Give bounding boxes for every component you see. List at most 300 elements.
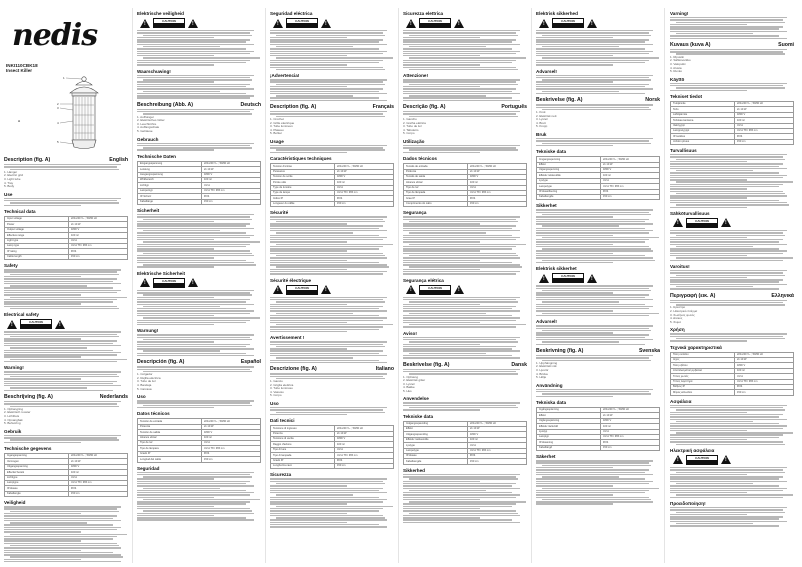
text-line: [270, 515, 383, 516]
caution-title: CAUTION: [287, 19, 317, 23]
parts-list-item: 2. Griglia elettrica: [270, 382, 294, 387]
caution-subtitle-bar: [553, 278, 583, 282]
warning-triangle-icon: [55, 320, 65, 329]
technical-data-table: [536, 156, 660, 200]
text-line: [276, 412, 385, 413]
caution-title: CAUTION: [553, 274, 583, 278]
spec-name: Teho: [671, 107, 735, 112]
text-line: [676, 193, 785, 194]
text-line: [536, 396, 613, 397]
subsection-heading: Sicurezza elettrica: [403, 11, 444, 16]
text-line: [403, 522, 520, 523]
spec-value: IP24: [467, 196, 526, 201]
spec-value: 1800 V: [68, 464, 127, 469]
text-line: [536, 230, 653, 231]
caution-label: [552, 273, 584, 283]
caution-banner: [539, 273, 660, 283]
text-line: [10, 511, 119, 512]
text-line: [276, 313, 353, 314]
text-line: [676, 494, 793, 495]
text-line: [676, 472, 785, 473]
spec-name: Effektiv rekkevidde: [537, 173, 601, 178]
text-line: [536, 472, 645, 473]
spec-value: 220-240 V~ ; 50/60 Hz: [600, 408, 659, 413]
spec-name: Alcance eficaz: [138, 435, 202, 440]
text-line: [4, 442, 81, 443]
text-line: [536, 485, 613, 486]
text-line: [670, 467, 787, 468]
text-line: [670, 437, 779, 438]
paragraph-block: [270, 145, 394, 153]
parts-list-item: 1. Crochet: [270, 116, 284, 121]
text-line: [270, 37, 347, 38]
text-line: [137, 239, 214, 240]
parts-list-item: 2. Rejilla eléctrica: [137, 375, 161, 380]
parts-list-item: 4. Δίσκος: [670, 316, 683, 321]
paragraph-block: [670, 467, 794, 498]
spec-name: Ingångsspänning: [537, 408, 601, 413]
section-heading: [403, 104, 527, 110]
text-line: [670, 272, 783, 273]
caution-banner: [273, 18, 394, 28]
caution-subtitle-bar: [21, 324, 51, 328]
parts-list-item: 1. Άγκιστρο: [670, 305, 686, 310]
section-heading: [137, 359, 261, 365]
spec-name: Lampentyp: [138, 188, 202, 193]
caution-subtitle-bar: [420, 23, 450, 27]
section-title: Beskrivelse (fig. A): [536, 97, 583, 104]
text-line: [143, 294, 252, 295]
spec-name: Comprimento do cabo: [404, 201, 468, 206]
text-line: [536, 228, 645, 229]
parts-list-item: 5. Hus: [403, 388, 412, 393]
text-line: [4, 301, 113, 302]
text-line: [143, 499, 260, 500]
text-line: [536, 462, 649, 463]
text-line: [403, 223, 480, 224]
caution-banner: [406, 18, 527, 28]
text-line: [676, 257, 793, 258]
spec-name: Tension d'entrée: [271, 164, 335, 169]
subsection-heading: Attenzione!: [403, 73, 429, 79]
text-line: [403, 355, 512, 356]
subsection-heading: Advarsel!: [536, 68, 557, 74]
paragraph-block: [670, 507, 794, 527]
text-line: [4, 518, 113, 519]
text-line: [270, 315, 379, 316]
text-line: [4, 543, 117, 544]
parts-list: [670, 306, 794, 324]
text-line: [409, 313, 486, 314]
warning-triangle-icon: [321, 285, 331, 294]
text-line: [403, 350, 520, 351]
text-line: [4, 271, 117, 272]
text-line: [403, 492, 512, 493]
subsection-heading: Advarsel!: [536, 319, 557, 325]
spec-value: 150 cm: [201, 199, 260, 204]
table-row: [5, 491, 128, 496]
table-row: [271, 201, 394, 206]
text-line: [143, 241, 260, 242]
spec-value: 1800 V: [201, 172, 260, 177]
text-line: [270, 490, 379, 491]
brand-logo: nedis: [12, 18, 98, 53]
text-line: [403, 39, 516, 40]
subsection-heading: Elektrisk sikkerhed: [536, 11, 578, 16]
text-line: [403, 306, 516, 307]
caution-label: [419, 285, 451, 295]
text-line: [536, 75, 653, 76]
spec-name: Tensão de saída: [404, 174, 468, 179]
text-line: [670, 288, 779, 289]
text-line: [676, 53, 785, 54]
spec-name: Tensão de entrada: [404, 164, 468, 169]
spec-value: 220-240 V~ ; 50/60 Hz: [334, 426, 393, 431]
text-line: [4, 506, 121, 507]
spec-value: 2x 10 W: [334, 431, 393, 436]
text-line: [10, 376, 119, 377]
text-line: [270, 152, 347, 153]
spec-value: UV-A: [201, 440, 260, 445]
spec-value: 1800 V: [600, 168, 659, 173]
paragraph-block: [270, 341, 394, 363]
text-line: [143, 35, 252, 36]
spec-name: Βαθμός IP: [671, 385, 735, 390]
caution-title: CAUTION: [154, 19, 184, 23]
text-line: [403, 246, 516, 247]
column-divider: [398, 8, 399, 563]
section-heading: [670, 293, 794, 299]
subsection-heading: Varning!: [670, 11, 689, 16]
spec-value: 100 m²: [600, 424, 659, 429]
text-line: [137, 301, 246, 302]
text-line: [542, 330, 651, 331]
spec-value: 100 m²: [600, 173, 659, 178]
spec-value: UV-A: [201, 183, 260, 188]
spec-value: 220-240 V~ ; 50/60 Hz: [201, 419, 260, 424]
text-line: [143, 405, 252, 406]
text-line: [4, 513, 81, 514]
paragraph-block: [403, 474, 527, 523]
spec-name: Cable length: [5, 254, 69, 259]
text-line: [403, 237, 520, 238]
subsection-heading: Safety: [4, 263, 18, 269]
text-line: [137, 143, 254, 144]
spec-name: Lichttype: [5, 475, 69, 480]
text-line: [137, 53, 250, 54]
subsection-heading: Tekniske data: [403, 413, 434, 419]
text-line: [276, 221, 385, 222]
text-line: [137, 503, 246, 504]
spec-value: 2x 10 W: [68, 459, 127, 464]
spec-value: 100 m²: [68, 470, 127, 475]
text-line: [270, 250, 347, 251]
section-title: Description (fig. A): [4, 157, 51, 163]
spec-name: Tensione di ingresso: [271, 426, 335, 431]
caution-banner: [273, 285, 394, 295]
subsection-heading: ¡Advertencia!: [270, 73, 300, 79]
spec-value: 220-240 V~ ; 50/60 Hz: [734, 352, 793, 357]
text-line: [4, 508, 117, 509]
parts-list-item: 4. Bricka: [536, 371, 548, 376]
parts-list-item: 3. Tubo de luz: [403, 124, 422, 129]
column-1: [4, 8, 128, 563]
text-line: [670, 439, 747, 440]
text-line: [137, 250, 250, 251]
text-line: [670, 188, 747, 189]
text-line: [270, 329, 379, 330]
text-line: [542, 360, 651, 361]
technical-data-table: [270, 425, 394, 469]
technical-data-table: [270, 163, 394, 207]
text-line: [536, 84, 649, 85]
text-line: [137, 297, 214, 298]
text-line: [670, 490, 783, 491]
text-line: [670, 425, 787, 426]
paragraph-block: [670, 405, 794, 445]
text-line: [276, 494, 353, 495]
caution-subtitle-bar: [287, 23, 317, 27]
text-line: [4, 198, 121, 199]
text-line: [536, 257, 653, 258]
text-line: [670, 302, 783, 303]
paragraph-block: [403, 337, 527, 359]
spec-value: 150 cm: [600, 445, 659, 450]
text-line: [670, 428, 783, 429]
text-line: [270, 526, 387, 527]
text-line: [409, 221, 518, 222]
text-line: [670, 430, 747, 431]
text-line: [676, 338, 785, 339]
subsection-heading: Elektrische veiligheid: [137, 11, 184, 16]
subsection-heading: Tekniske data: [536, 149, 567, 155]
text-line: [542, 237, 659, 238]
text-line: [137, 260, 246, 261]
text-line: [676, 523, 753, 524]
caution-subtitle-bar: [154, 283, 184, 287]
text-line: [536, 334, 649, 335]
text-line: [276, 149, 385, 150]
text-line: [4, 559, 81, 560]
table-row: [271, 464, 394, 469]
text-line: [403, 517, 480, 518]
text-line: [536, 357, 649, 358]
spec-name: Light type: [5, 238, 69, 243]
subsection-heading: Aviso!: [403, 330, 417, 336]
text-line: [276, 324, 393, 325]
text-line: [4, 354, 117, 355]
text-line: [276, 483, 385, 484]
subsection-heading: Anvendelse: [403, 396, 429, 402]
text-line: [670, 414, 783, 415]
text-line: [137, 60, 250, 61]
text-line: [403, 488, 520, 489]
text-line: [270, 53, 383, 54]
paragraph-block: [536, 30, 660, 66]
parts-list-item: 2. Elektrisk nett: [536, 113, 557, 118]
text-line: [270, 478, 387, 479]
text-line: [4, 378, 81, 379]
subsection-heading: Uso: [270, 401, 279, 407]
parts-list-item: 1. Hanger: [4, 169, 18, 174]
text-line: [403, 326, 516, 327]
text-line: [409, 407, 518, 408]
spec-value: 1800 V: [600, 418, 659, 423]
spec-name: Tulojännite: [671, 101, 735, 106]
spec-value: UV-A: [600, 429, 659, 434]
text-line: [536, 62, 645, 63]
text-line: [536, 44, 653, 45]
spec-value: UV-A T8 / 365 nm: [334, 453, 393, 458]
text-line: [137, 344, 250, 345]
text-line: [409, 46, 486, 47]
paragraph-block: [670, 333, 794, 341]
text-line: [670, 514, 747, 515]
text-line: [676, 483, 753, 484]
text-line: [270, 253, 383, 254]
text-line: [137, 221, 214, 222]
parts-list: [137, 373, 261, 391]
parts-list-item: 4. Alusta: [670, 65, 682, 70]
text-line: [270, 264, 387, 265]
text-line: [542, 488, 659, 489]
text-line: [542, 214, 651, 215]
model-number: INKI110CBK18: [6, 63, 38, 68]
section-heading: [270, 366, 394, 372]
spec-value: 1800 V: [334, 174, 393, 179]
text-line: [137, 216, 250, 217]
warning-triangle-icon: [721, 455, 731, 464]
text-line: [670, 195, 787, 196]
subsection-heading: Sähköturvallisuus: [670, 210, 710, 216]
text-line: [143, 488, 220, 489]
spec-value: 2x 10 W: [467, 169, 526, 174]
spec-value: 150 cm: [734, 390, 793, 395]
text-line: [143, 46, 220, 47]
column-3-content: [270, 11, 394, 528]
text-line: [536, 250, 653, 251]
text-line: [276, 116, 385, 117]
text-line: [403, 310, 520, 311]
text-line: [270, 353, 379, 354]
spec-value: UV-A T8 / 365 nm: [734, 128, 793, 133]
text-line: [137, 402, 250, 403]
text-line: [403, 152, 480, 153]
text-line: [4, 515, 117, 516]
text-line: [137, 223, 250, 224]
text-line: [403, 405, 516, 406]
spec-name: Indice IP: [271, 196, 335, 201]
subsection-heading: Segurança elétrica: [403, 277, 444, 283]
text-line: [409, 341, 518, 342]
text-line: [670, 250, 787, 251]
text-line: [270, 317, 387, 318]
warning-triangle-icon: [188, 19, 198, 28]
text-line: [670, 277, 747, 278]
text-line: [270, 235, 379, 236]
subsection-heading: Turvallisuus: [670, 148, 697, 154]
text-line: [137, 232, 246, 233]
caution-title: CAUTION: [154, 279, 184, 283]
spec-name: Grau IP: [404, 196, 468, 201]
language-label: Suomi: [778, 41, 794, 48]
text-line: [137, 149, 214, 150]
caution-title: CAUTION: [687, 219, 717, 223]
text-line: [536, 48, 645, 49]
text-line: [270, 513, 347, 514]
section-title: Beschrijving (fig. A): [4, 394, 53, 401]
text-line: [536, 88, 653, 89]
text-line: [542, 57, 659, 58]
warning-triangle-icon: [188, 278, 198, 287]
text-line: [10, 297, 127, 298]
text-line: [4, 331, 121, 332]
table-row: [671, 390, 794, 395]
text-line: [536, 492, 645, 493]
text-line: [4, 294, 81, 295]
text-line: [403, 299, 516, 300]
text-line: [409, 513, 518, 514]
text-line: [4, 374, 117, 375]
spec-name: Lampetype: [404, 448, 468, 453]
text-line: [536, 503, 613, 504]
text-line: [4, 334, 117, 335]
text-line: [137, 32, 250, 33]
text-line: [536, 306, 653, 307]
spec-name: Ausgangsspannung: [138, 172, 202, 177]
language-label: Ελληνικά: [771, 292, 794, 299]
text-line: [403, 230, 520, 231]
text-line: [4, 306, 117, 307]
spec-value: 2x 10 W: [600, 413, 659, 418]
text-line: [536, 255, 645, 256]
spec-name: Tension de sortie: [271, 174, 335, 179]
text-line: [143, 339, 252, 340]
text-line: [270, 269, 347, 270]
paragraph-block: [536, 285, 660, 316]
caution-label: [552, 18, 584, 28]
spec-value: UV-A: [68, 238, 127, 243]
text-line: [670, 521, 787, 522]
spec-value: 2x 10 W: [467, 427, 526, 432]
text-line: [4, 303, 81, 304]
subsection-heading: Veiligheid: [4, 500, 26, 506]
text-line: [536, 232, 649, 233]
text-line: [409, 57, 526, 58]
text-line: [137, 266, 214, 267]
text-line: [270, 409, 383, 410]
subsection-heading: Seguridad eléctrica: [270, 11, 313, 16]
spec-name: IP rating: [5, 249, 69, 254]
text-line: [4, 287, 113, 288]
paragraph-block: [137, 143, 261, 151]
section-title: Description (fig. A): [270, 104, 317, 111]
text-line: [676, 246, 753, 247]
text-line: [137, 348, 254, 349]
spec-value: 150 cm: [334, 464, 393, 469]
paragraph-block: [137, 30, 261, 66]
paragraph-block: [536, 138, 660, 146]
spec-value: UV-A: [334, 447, 393, 452]
spec-name: Utgångsspänning: [537, 418, 601, 423]
text-line: [403, 32, 516, 33]
subsection-heading: Segurança: [403, 210, 427, 216]
text-line: [670, 177, 783, 178]
text-line: [409, 266, 522, 267]
parts-list-item: 5. Gehäuse: [137, 129, 153, 134]
subsection-heading: Gebruik: [4, 428, 22, 434]
text-line: [670, 83, 787, 84]
